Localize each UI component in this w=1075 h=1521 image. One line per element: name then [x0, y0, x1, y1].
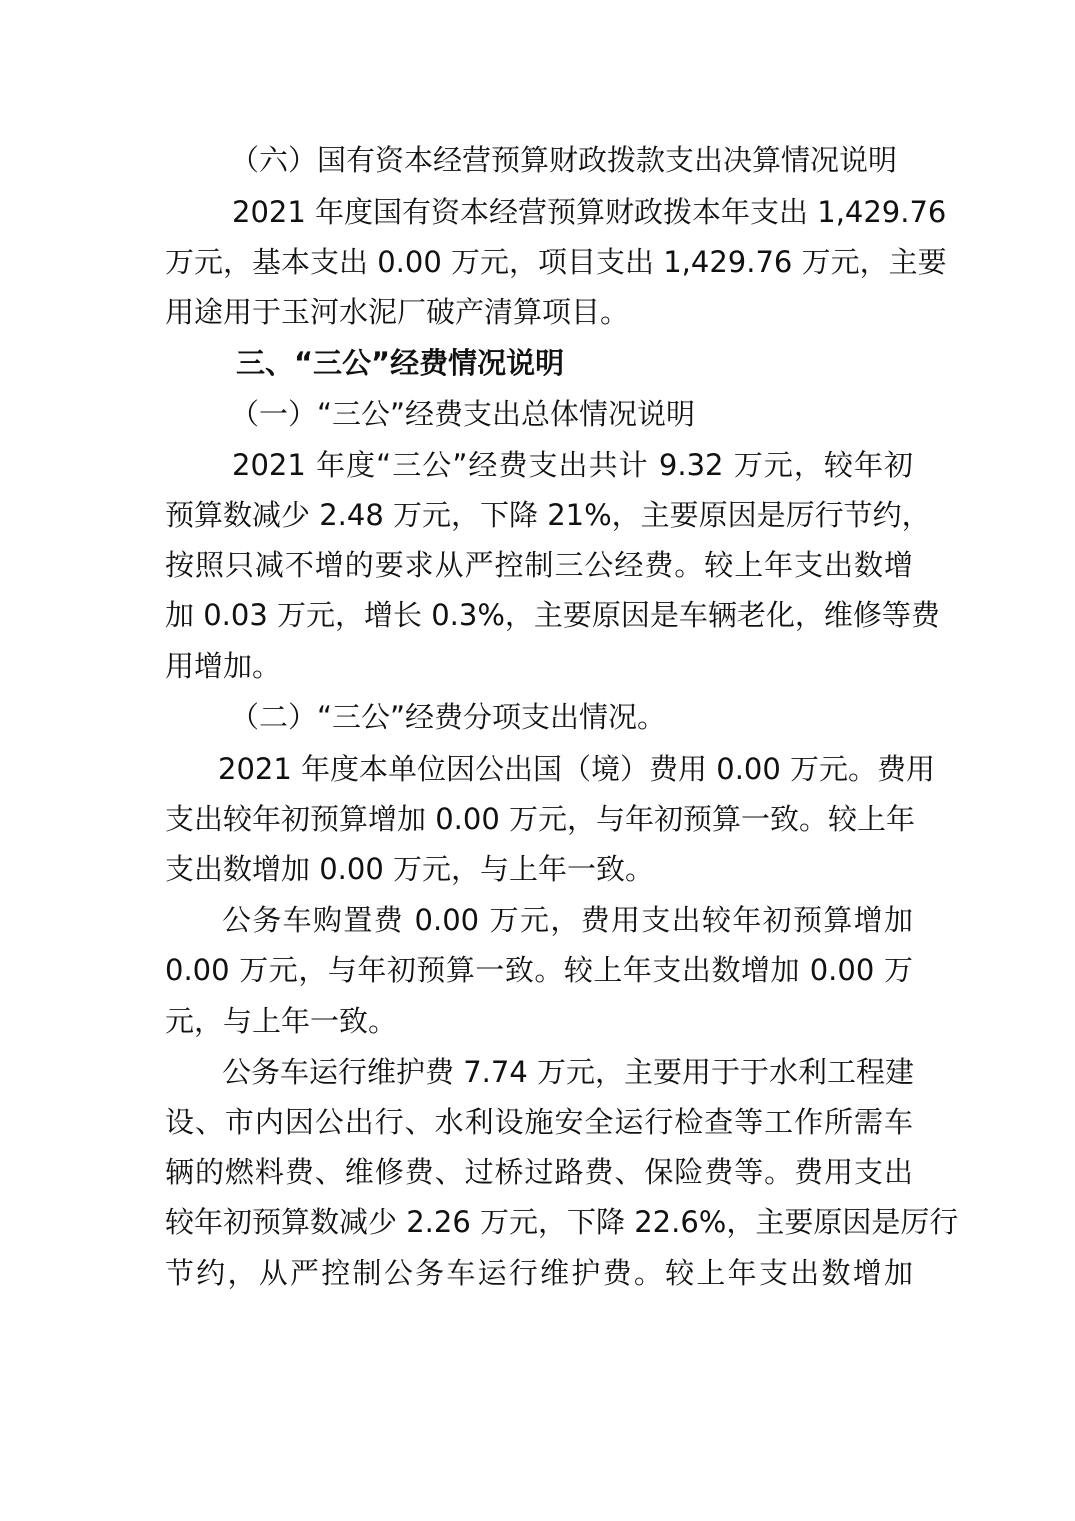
paragraph-line: 节约，从严控制公务车运行维护费。较上年支出数增加	[165, 1256, 913, 1290]
paragraph-line: 用增加。	[165, 649, 282, 683]
subsection-heading-6: （六）国有资本经营预算财政拨款支出决算情况说明	[230, 143, 898, 177]
paragraph-line: 按照只减不增的要求从严控制三公经费。较上年支出数增	[165, 548, 913, 582]
paragraph-line: 用途用于玉河水泥厂破产清算项目。	[165, 295, 630, 329]
paragraph-line: 2021 年度“三公”经费支出共计 9.32 万元，较年初	[232, 448, 913, 482]
paragraph-line: 2021 年度本单位因公出国（境）费用 0.00 万元。费用	[218, 752, 936, 786]
paragraph-line: 公务车运行维护费 7.74 万元，主要用于于水利工程建	[222, 1055, 915, 1089]
paragraph-line: 加 0.03 万元，增长 0.3%，主要原因是车辆老化，维修等费	[165, 598, 940, 632]
paragraph-line: 较年初预算数减少 2.26 万元，下降 22.6%，主要原因是厉行	[165, 1205, 959, 1239]
subsection-heading-1: （一）“三公”经费支出总体情况说明	[230, 397, 696, 431]
section-heading-3: 三、“三公”经费情况说明	[236, 346, 565, 380]
paragraph-line: 辆的燃料费、维修费、过桥过路费、保险费等。费用支出	[165, 1155, 913, 1189]
paragraph-line: 0.00 万元，与年初预算一致。较上年支出数增加 0.00 万	[165, 953, 913, 987]
paragraph-line: 设、市内因公出行、水利设施安全运行检查等工作所需车	[165, 1105, 913, 1139]
paragraph-line: 元，与上年一致。	[165, 1004, 398, 1038]
paragraph-line: 预算数减少 2.48 万元，下降 21%，主要原因是厉行节约，	[165, 498, 931, 532]
paragraph-line: 支出较年初预算增加 0.00 万元，与年初预算一致。较上年	[165, 802, 916, 836]
subsection-heading-2: （二）“三公”经费分项支出情况。	[230, 700, 667, 734]
paragraph-line: 2021 年度国有资本经营预算财政拨本年支出 1,429.76	[232, 195, 947, 229]
paragraph-line: 万元，基本支出 0.00 万元，项目支出 1,429.76 万元，主要	[165, 245, 947, 279]
paragraph-line: 支出数增加 0.00 万元，与上年一致。	[165, 852, 655, 886]
paragraph-line: 公务车购置费 0.00 万元，费用支出较年初预算增加	[222, 903, 913, 937]
